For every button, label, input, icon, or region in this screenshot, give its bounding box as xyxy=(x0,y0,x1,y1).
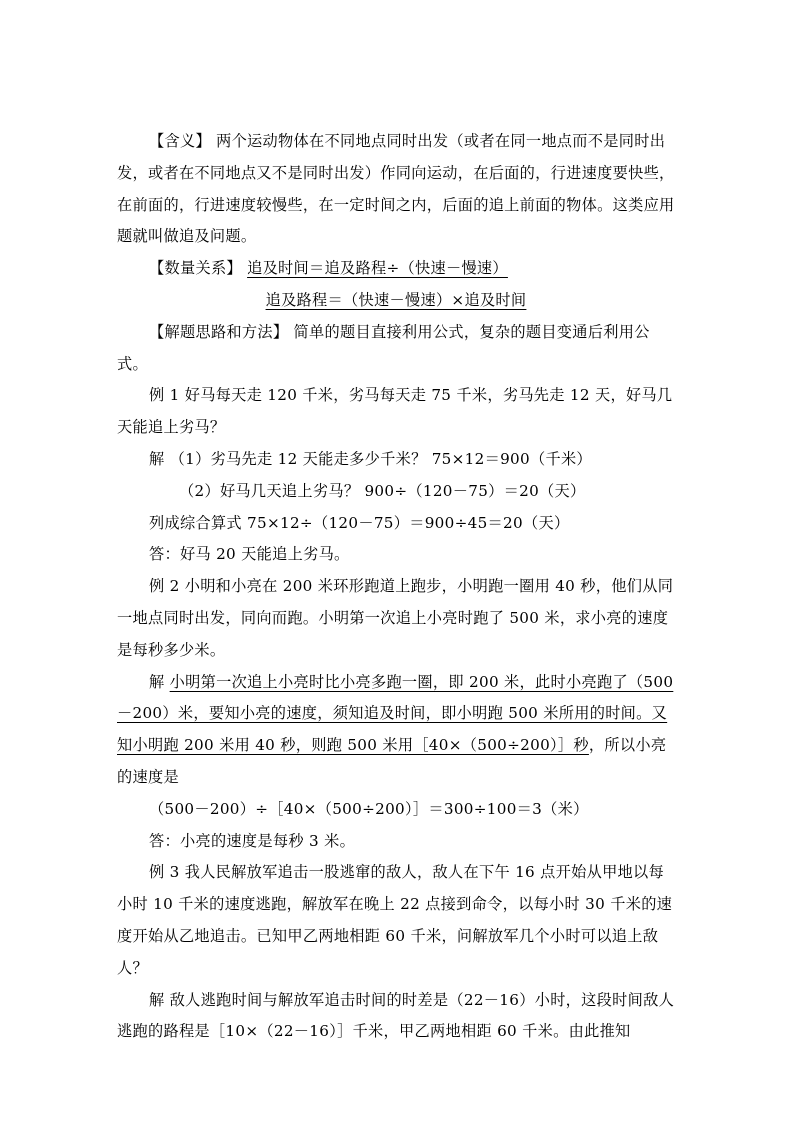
document-body xyxy=(117,126,675,1048)
example-2-solution-underlined: 小明第一次追上小亮时比小亮多跑一圈，即 200 米，此时小亮跑了（500－200）米，要知小亮的速度，须知追及时间，即小明跑 500 米所用的时间。又知小明跑 200 米用 40 秒，则跑 500 米用［40×（500÷200）］秒 xyxy=(117,672,674,755)
definition-paragraph: 【含义】 两个运动物体在不同地点同时出发（或者在同一地点而不是同时出发，或者在不同地点又不是同时出发）作同向运动，在后面的，行进速度要快些，在前面的，行进速度较慢些，在一定时间之内，后面的追上前面的物体。这类应用题就叫做追及问题。 xyxy=(117,132,675,246)
quantity-relation-line xyxy=(117,253,675,285)
example-1-answer: 答：好马 20 天能追上劣马。 xyxy=(149,545,350,564)
formula-chase-time: 追及时间＝追及路程÷（快速－慢速） xyxy=(247,259,508,278)
example-2-solution-suffix: ，所以小亮的速度是 xyxy=(117,736,667,786)
example-3-solution: 解 敌人逃跑时间与解放军追击时间的时差是（22－16）小时，这段时间敌人逃跑的路程是［10×（22－16）］千米，甲乙两地相距 60 千米。由此推知 xyxy=(117,990,675,1041)
example-2-solution-prefix: 解 xyxy=(149,672,170,691)
example-2-calculation: （500－200）÷［40×（500÷200）］＝300÷100＝3（米） xyxy=(149,799,589,818)
example-1-combined: 列成综合算式 75×12÷（120－75）＝900÷45＝20（天） xyxy=(149,513,570,532)
formula-line-2 xyxy=(117,285,675,317)
example-2-question: 例 2 小明和小亮在 200 米环形跑道上跑步，小明跑一圈用 40 秒，他们从同一地点同时出发，同向而跑。小明第一次追上小亮时跑了 500 米，求小亮的速度是每秒多少米。 xyxy=(117,577,674,659)
example-1-step-1: 解 （1）劣马先走 12 天能走多少千米？ 75×12＝900（千米） xyxy=(149,449,592,468)
quantity-relation-label: 【数量关系】 xyxy=(149,259,242,278)
example-1-question: 例 1 好马每天走 120 千米，劣马每天走 75 千米，劣马先走 12 天，好马几天能追上劣马？ xyxy=(117,386,673,437)
example-2-solution xyxy=(117,667,675,794)
formula-chase-distance: 追及路程＝（快速－慢速）×追及时间 xyxy=(265,290,527,309)
method-paragraph: 【解题思路和方法】 简单的题目直接利用公式，复杂的题目变通后利用公式。 xyxy=(117,322,650,373)
example-1-step-2: （2）好马几天追上劣马？ 900÷（120－75）＝20（天） xyxy=(179,481,586,500)
example-3-question: 例 3 我人民解放军追击一股逃窜的敌人，敌人在下午 16 点开始从甲地以每小时 10 千米的速度逃跑，解放军在晚上 22 点接到命令，以每小时 30 千米的速度开始从乙地追击。已知甲乙两地相距 60 千米，问解放军几个小时可以追上敌人？ xyxy=(117,863,673,977)
example-2-answer: 答：小亮的速度是每秒 3 米。 xyxy=(149,831,356,850)
